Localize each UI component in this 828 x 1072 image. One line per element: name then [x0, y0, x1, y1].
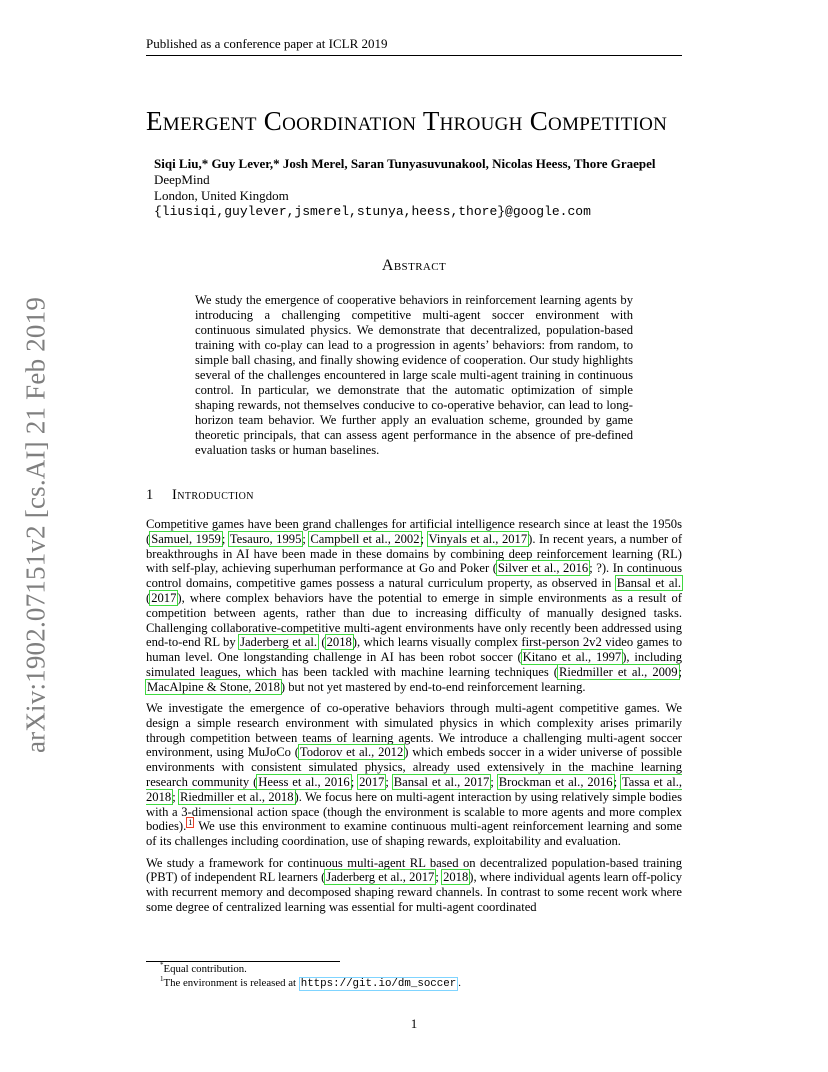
- text-run: ;: [350, 775, 359, 790]
- text-run: ;: [678, 664, 683, 679]
- text-run: We use this environment to examine continuous multi-agent reinforcement learning and some of its challenges including coordination, use of shaping rewards, exploitability and evaluation.: [146, 819, 682, 849]
- citation-link[interactable]: 2018: [326, 635, 352, 650]
- footnote-text: .: [458, 976, 461, 989]
- text-run: (: [146, 590, 151, 605]
- text-run: We study a framework for continuous multi-agent RL based on decentralized population-based training (PBT) of independent RL learners (: [146, 855, 682, 885]
- footnote-mark: *: [160, 961, 164, 970]
- text-run: ), where complex behaviors have the potential to emerge in simple environments as a result of competition between agents, rather than due to increasing difficulty of manually designed tasks. Challenging collaborative-competitive multi-agent environments have only recently been addressed using end-to-end RL by: [146, 590, 682, 650]
- text-run: ). We focus here on multi-agent interaction by using relatively simple bodies with a 3-dimensional action space (though the environment is scalable to more agents and more complex bodies).: [146, 789, 683, 834]
- citation-link[interactable]: Bansal et al., 2017: [393, 775, 490, 790]
- citation-link[interactable]: Bansal et al.: [616, 576, 681, 591]
- text-run: ) but not yet mastered by end-to-end reinforcement learning.: [280, 679, 586, 694]
- arxiv-stamp-text: arXiv:1902.07151v2 [cs.AI] 21 Feb 2019: [20, 296, 51, 754]
- paragraph-1: [146, 517, 682, 695]
- citation-link[interactable]: Silver et al., 2016: [497, 561, 589, 576]
- citation-link[interactable]: Jaderberg et al., 2017: [326, 870, 435, 885]
- citation-link[interactable]: Riedmiller et al., 2018: [180, 789, 294, 804]
- text-run: Competitive games have been grand challenges for artificial intelligence research since at least the 1950s (: [146, 517, 682, 546]
- paragraph-2: [146, 701, 682, 849]
- text-run: ), where individual agents learn off-policy with recurrent memory and decomposed shaping reward channels. In contrast to some recent work where some degree of centralized learning was essential for multi-agent coordinated: [146, 870, 682, 914]
- citation-link[interactable]: 2018: [443, 870, 469, 885]
- environment-url-link[interactable]: https://git.io/dm_soccer: [300, 977, 457, 990]
- footnotes: [146, 963, 682, 991]
- text-run: ) which embeds soccer in a wider universe of possible environments with consistent simulated physics, already used extensively in the machine learning research community (: [146, 745, 682, 790]
- citation-link[interactable]: Campbell et al., 2002: [310, 531, 420, 546]
- text-run: We investigate the emergence of co-operative behaviors through multi-agent competitive games. We design a simple research environment with simulated physics in which complexity arises primarily through competition between teams of learning agents. We introduce a challenging multi-agent soccer environment, using MuJoCo (: [146, 701, 682, 760]
- text-run: ;: [302, 531, 310, 546]
- footnote-text: The environment is released at: [163, 976, 299, 989]
- footnote-ref-link[interactable]: 1: [188, 818, 193, 828]
- running-header: Published as a conference paper at ICLR 2019: [146, 36, 682, 56]
- footnote-mark: 1: [160, 974, 164, 983]
- text-run: ;: [490, 775, 498, 790]
- section-title: Introduction: [172, 487, 254, 503]
- author-block: [154, 156, 694, 220]
- citation-link[interactable]: Heess et al., 2016: [258, 775, 350, 790]
- citation-link[interactable]: Tesauro, 1995: [229, 531, 302, 546]
- citation-link[interactable]: Jaderberg et al.: [240, 635, 317, 650]
- citation-link[interactable]: 2017: [151, 590, 177, 605]
- citation-link[interactable]: Vinyals et al., 2017: [428, 531, 528, 546]
- page-number: 1: [410, 1016, 418, 1031]
- citation-link[interactable]: Brockman et al., 2016: [498, 775, 613, 790]
- citation-link[interactable]: Todorov et al., 2012: [299, 745, 404, 760]
- text-run: (: [317, 635, 326, 650]
- author-affiliation: DeepMind: [154, 172, 210, 187]
- abstract-heading: Abstract: [381, 257, 447, 274]
- body-text: [146, 517, 682, 921]
- paragraph-3: [146, 856, 682, 915]
- footnote-text: Equal contribution.: [163, 963, 247, 975]
- citation-link[interactable]: Samuel, 1959: [151, 531, 221, 546]
- text-run: ;: [385, 775, 393, 790]
- section-heading: [146, 487, 682, 504]
- footnote-separator: [146, 961, 340, 962]
- paper-title: [146, 106, 706, 136]
- author-emails: {liusiqi,guylever,jsmerel,stunya,heess,thore}@google.com: [154, 204, 591, 219]
- citation-link[interactable]: Riedmiller et al., 2009: [558, 664, 678, 679]
- footnote-environment: [146, 974, 682, 992]
- citation-link[interactable]: 2017: [359, 775, 385, 790]
- text-run: ;: [221, 531, 229, 546]
- author-location: London, United Kingdom: [154, 188, 289, 203]
- text-run: ;: [435, 870, 443, 885]
- text-run: ;: [420, 531, 428, 546]
- text-run: ). In recent years, a number of breakthroughs in AI have been made in these domains by combining deep reinforcement learning (RL) with self-play, achieving superhuman performance at Go and Poker (: [146, 531, 683, 576]
- author-names: Siqi Liu,* Guy Lever,* Josh Merel, Saran Tunyasuvunakool, Nicolas Heess, Thore Graepel: [154, 156, 656, 171]
- paper-title-text: Emergent Coordination Through Competition: [146, 106, 668, 136]
- citation-link[interactable]: Tassa et al., 2018: [146, 775, 683, 804]
- footnote-equal-contribution: [146, 963, 682, 977]
- text-run: ;: [613, 775, 621, 790]
- text-run: ), which learns visually complex first-person 2v2 video games to human level. One longstanding challenge in AI has been robot soccer (: [146, 635, 683, 665]
- section-number: 1: [146, 487, 154, 503]
- citation-link[interactable]: Kitano et al., 1997: [522, 650, 622, 665]
- citation-link[interactable]: MacAlpine & Stone, 2018: [147, 679, 280, 694]
- text-run: ; ?). In continuous control domains, competitive games possess a natural curriculum property, as observed in: [146, 561, 682, 591]
- abstract-text: We study the emergence of cooperative behaviors in reinforcement learning agents by introducing a challenging competitive multi-agent soccer environment with continuous simulated physics. We demonstrate that decentralized, population-based training with co-play can lead to a progression in agents’ behaviors: from random, to simple ball chasing, and finally showing evidence of cooperation. Our study highlights several of the challenges encountered in large scale multi-agent training in continuous control. In particular, we demonstrate that the automatic optimization of simple shaping rewards, not themselves conducive to co-operative behavior, can lead to long-horizon team behavior. We further apply an evaluation scheme, grounded by game theoretic principals, that can assess agent performance in the absence of pre-defined evaluation tasks or human baselines.: [195, 293, 633, 457]
- text-run: ), including simulated leagues, which has been tackled with machine learning techniques (: [146, 650, 683, 679]
- text-run: ;: [172, 789, 180, 804]
